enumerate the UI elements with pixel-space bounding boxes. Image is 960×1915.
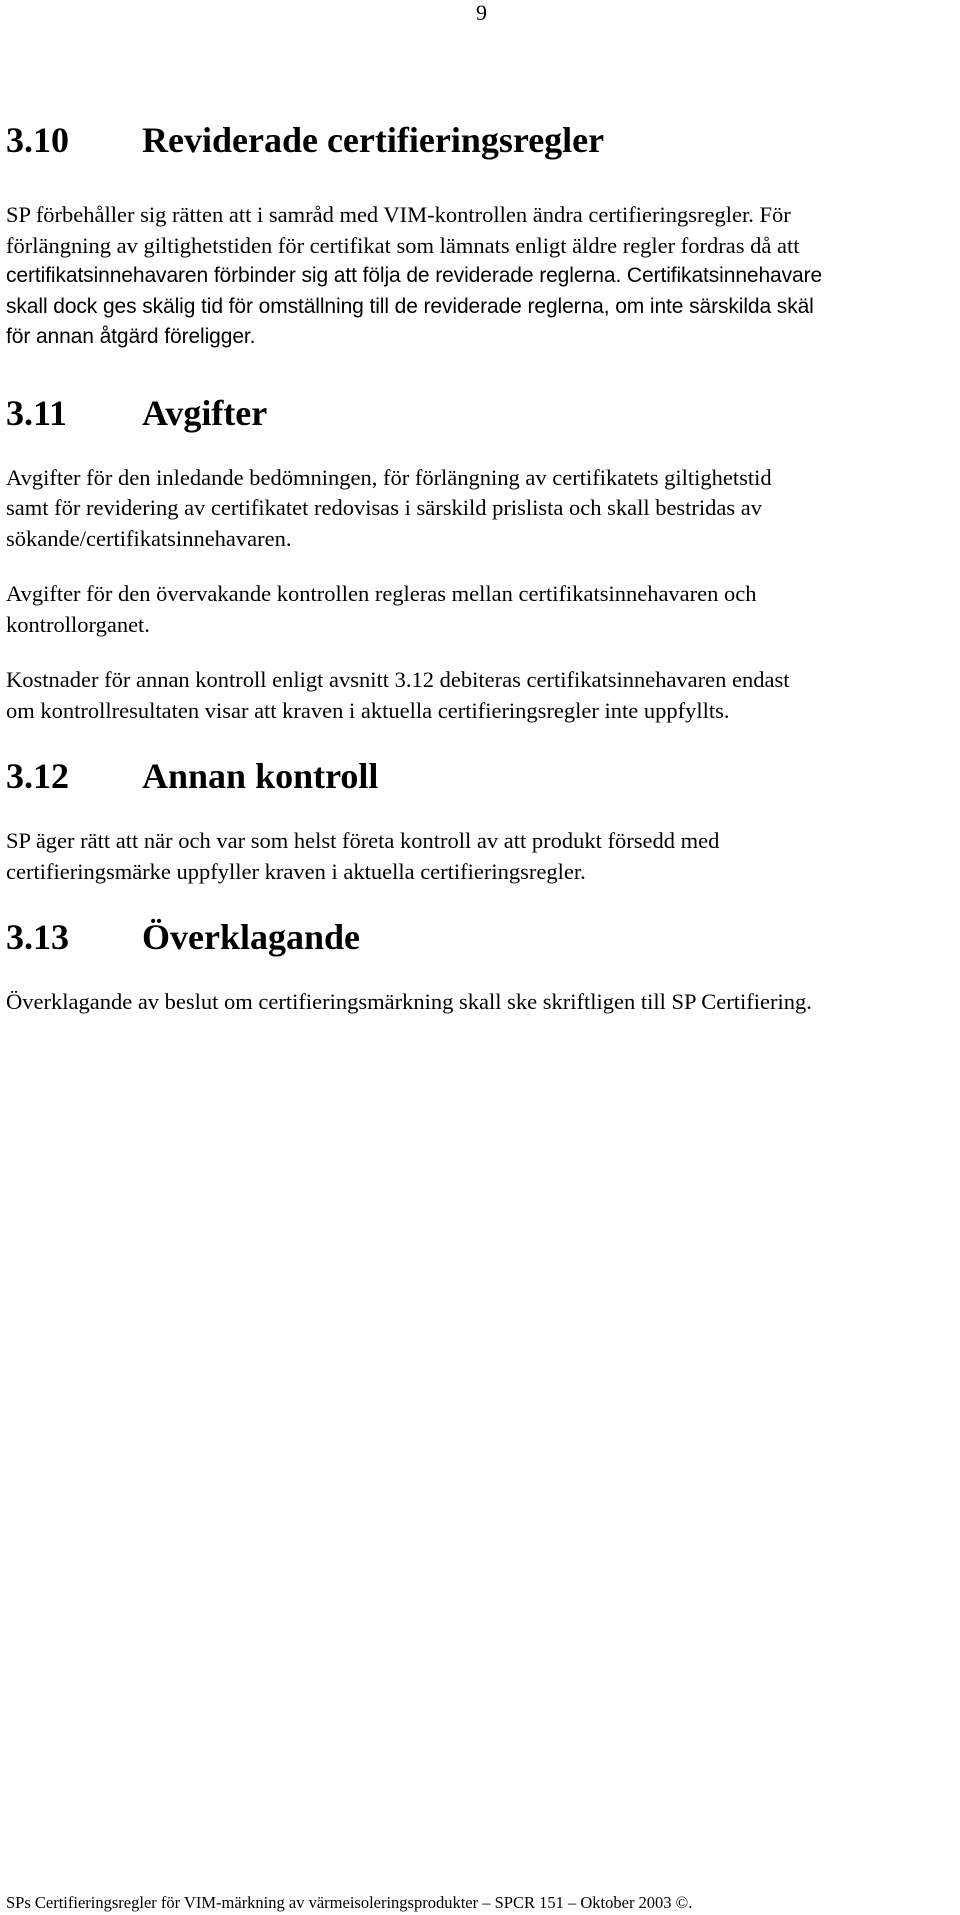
document-body <box>6 112 956 1018</box>
section-title: Annan kontroll <box>142 756 379 796</box>
section-title: Reviderade certifieringsregler <box>142 120 605 160</box>
section-heading-3-10 <box>6 118 956 162</box>
text-line: certifikatsinnehavaren förbinder sig att följa de reviderade reglerna. Certifikatsinnehavare <box>6 264 823 287</box>
text-line: Avgifter för den övervakande kontrollen regleras mellan certifikatsinnehavaren och <box>6 581 757 606</box>
section-title: Avgifter <box>142 392 268 433</box>
text-line: förlängning av giltighetstiden för certifikat som lämnats enligt äldre regler fordras då att <box>6 232 800 258</box>
paragraph-appeal <box>6 987 956 1018</box>
section-number: 3.10 <box>6 120 69 160</box>
paragraph-fees-3 <box>6 665 956 726</box>
text-line: sökande/certifikatsinnehavaren. <box>6 525 292 551</box>
text-line: SP äger rätt att när och var som helst företa kontroll av att produkt försedd med <box>6 828 720 853</box>
paragraph-other-inspection <box>6 826 956 887</box>
section-number: 3.11 <box>6 392 68 433</box>
paragraph-fees-2 <box>6 579 956 640</box>
text-line: SP förbehåller sig rätten att i samråd med VIM-kontrollen ändra certifieringsregler. För <box>6 202 791 227</box>
section-title: Överklagande <box>142 917 361 957</box>
section-heading-3-11 <box>6 391 956 435</box>
paragraph-revised-rules <box>6 200 956 353</box>
text-line: kontrollorganet. <box>6 611 150 637</box>
text-line: certifieringsmärke uppfyller kraven i aktuella certifieringsregler. <box>6 858 586 884</box>
page-number: 9 <box>476 0 487 25</box>
text-line: om kontrollresultaten visar att kraven i aktuella certifieringsregler inte uppfyllts. <box>6 697 730 723</box>
text-line: Kostnader för annan kontroll enligt avsnitt 3.12 debiteras certifikatsinnehavaren endast <box>6 667 790 692</box>
text-line: Avgifter för den inledande bedömningen, för förlängning av certifikatets giltighetstid <box>6 464 772 490</box>
section-number: 3.12 <box>6 756 69 796</box>
text-line: Överklagande av beslut om certifieringsmärkning skall ske skriftligen till SP Certifiering. <box>6 989 812 1014</box>
section-heading-3-13 <box>6 915 956 959</box>
text-line: skall dock ges skälig tid för omställning till de reviderade reglerna, om inte särskilda skäl <box>6 294 814 318</box>
text-line: för annan åtgärd föreligger. <box>6 325 256 348</box>
paragraph-fees-1 <box>6 463 956 555</box>
text-line: samt för revidering av certifikatet redovisas i särskild prislista och skall bestridas av <box>6 495 763 520</box>
section-number: 3.13 <box>6 917 69 957</box>
page-footer: SPs Certifieringsregler för VIM-märkning av värmeisoleringsprodukter – SPCR 151 – Oktober 2003 ©. <box>6 1893 693 1912</box>
section-heading-3-12 <box>6 754 956 798</box>
